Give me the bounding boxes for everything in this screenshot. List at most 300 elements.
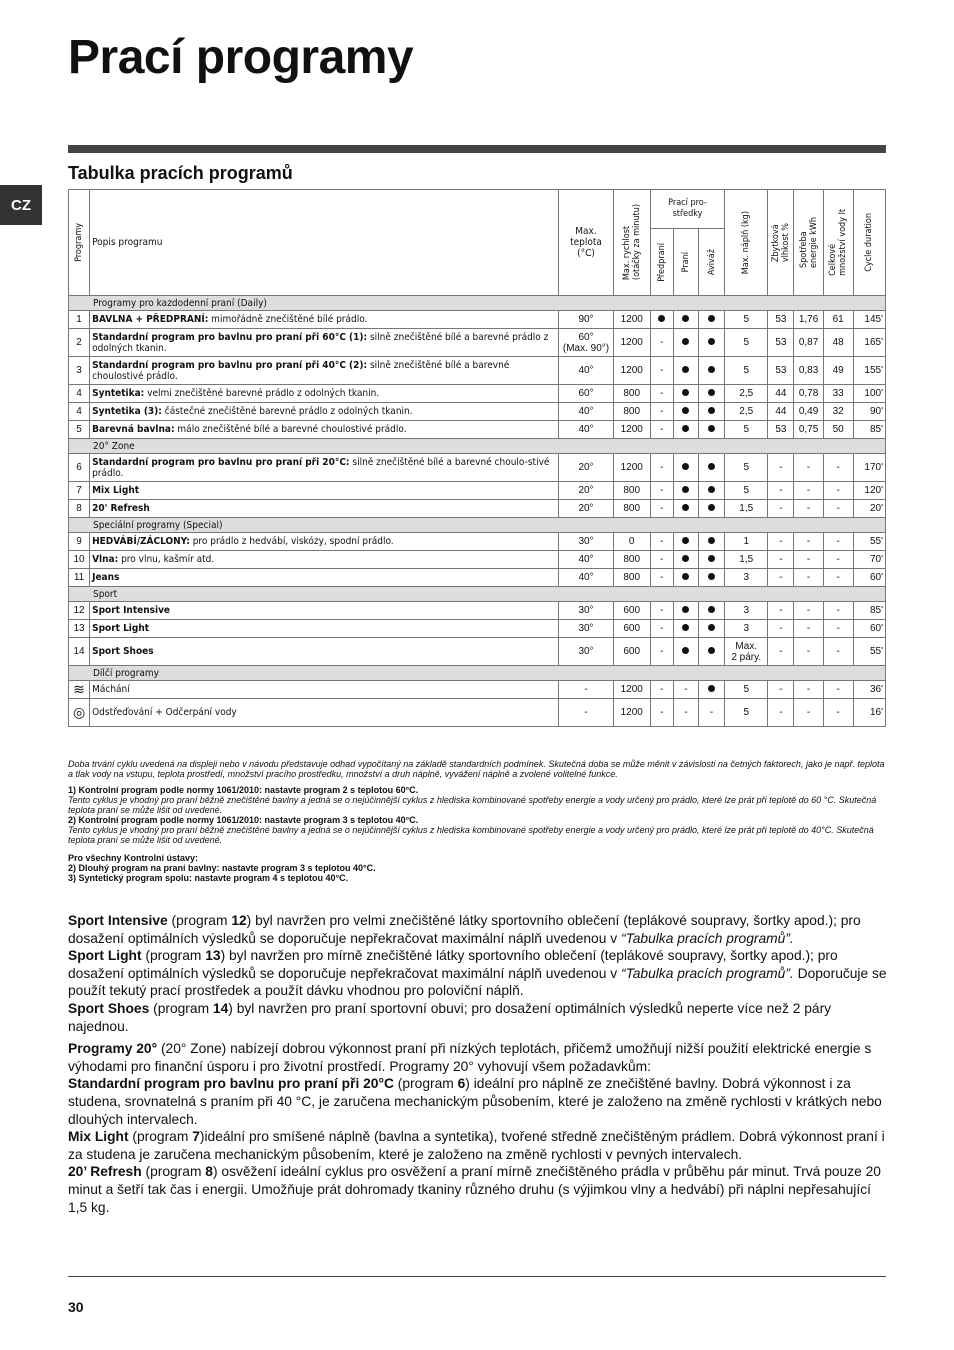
- prewash: -: [650, 602, 673, 620]
- energy: -: [794, 620, 823, 638]
- program-name: Syntetika:: [92, 388, 145, 399]
- program-number: [69, 699, 90, 727]
- max-load: 3: [725, 569, 768, 587]
- bullet-icon: [682, 463, 689, 470]
- header-softener: Aviváž: [699, 229, 725, 296]
- header-max-load: Max. náplň (kg): [725, 190, 768, 296]
- softener: [699, 569, 725, 587]
- header-max-temp: Max. teplota (°C): [559, 190, 613, 296]
- water: -: [823, 699, 853, 727]
- program-description: [90, 569, 559, 587]
- bullet-icon: [708, 315, 715, 322]
- wash: [673, 329, 698, 357]
- softener: [699, 357, 725, 385]
- bullet-icon: [708, 425, 715, 432]
- program-name: Jeans: [92, 572, 120, 583]
- program-number: 4: [69, 385, 90, 403]
- duration: 100': [853, 385, 885, 403]
- max-speed: 800: [613, 385, 650, 403]
- max-load: 5: [725, 482, 768, 500]
- footer-divider: [68, 1276, 886, 1277]
- page-title: Prací programy: [68, 31, 414, 84]
- softener: [699, 533, 725, 551]
- note-all-title: Pro všechny Kontrolní ústavy:: [68, 853, 199, 863]
- bullet-icon: [708, 573, 715, 580]
- max-temp: 40°: [559, 569, 613, 587]
- bullet-icon: [682, 389, 689, 396]
- prewash: -: [650, 482, 673, 500]
- max-load: 2,5: [725, 403, 768, 421]
- bullet-icon: [682, 537, 689, 544]
- program-detail: pro vlnu, kašmír atd.: [118, 554, 215, 565]
- max-temp: 30°: [559, 638, 613, 666]
- max-load: 2,5: [725, 385, 768, 403]
- program-name: Barevná bavlna:: [92, 424, 175, 435]
- table-row: [69, 454, 886, 482]
- wash: [673, 357, 698, 385]
- wash: [673, 403, 698, 421]
- program-description: [90, 620, 559, 638]
- max-load: Max. 2 páry.: [725, 638, 768, 666]
- bullet-icon: [682, 555, 689, 562]
- bullet-icon: [682, 486, 689, 493]
- table-row: [69, 500, 886, 518]
- section-header: [69, 439, 886, 454]
- prewash: -: [650, 454, 673, 482]
- header-prewash: Předpraní: [650, 229, 673, 296]
- max-temp: 20°: [559, 482, 613, 500]
- note-1-text: Tento cyklus je vhodný pro praní běžně znečištěné bavlny a jedná se o nejúčinnější cyklus z hlediska kombinované spotřeby energie a vody určený pro prádlo, které lze prát při teplotě do 60 °C. Skutečná teplota praní se může lišit od uvedené.: [68, 795, 877, 815]
- max-temp: 60° (Max. 90°): [559, 329, 613, 357]
- prewash: -: [650, 699, 673, 727]
- max-temp: 20°: [559, 454, 613, 482]
- program-detail: velmi znečištěné barevné prádlo z odolných tkanin.: [144, 388, 380, 399]
- energy: 0,87: [794, 329, 823, 357]
- program-name: Standardní program pro bavlnu pro praní při 60°C (1):: [92, 331, 368, 343]
- max-speed: 600: [613, 638, 650, 666]
- program-number: 6: [69, 454, 90, 482]
- softener: [699, 454, 725, 482]
- water: -: [823, 454, 853, 482]
- energy: 0,49: [794, 403, 823, 421]
- section-title: 20° Zone: [69, 439, 886, 454]
- program-detail: pro prádlo z hedvábí, viskózy, spodní prádlo.: [189, 536, 394, 547]
- softener: [699, 311, 725, 329]
- program-description: [90, 329, 559, 357]
- table-row: [69, 357, 886, 385]
- program-name: Standardní program pro bavlnu pro praní při 20°C:: [92, 456, 350, 468]
- energy: -: [794, 681, 823, 699]
- duration-note: Doba trvání cyklu uvedená na displeji nebo v návodu představuje odhad vypočítaný na základě standardních podmínek. Skutečná doba se může měnit v závislosti na četných faktorech, jako je např. teplota a tlak vody na vstupu, teplota prostředí, množství pracího prostředku, množství a druh náplně, vyvážení náplně a zvolené volitelné funkce.: [68, 759, 885, 779]
- energy: 0,78: [794, 385, 823, 403]
- max-speed: 600: [613, 602, 650, 620]
- duration: 165': [853, 329, 885, 357]
- max-load: 5: [725, 421, 768, 439]
- softener: [699, 551, 725, 569]
- table-row: [69, 421, 886, 439]
- softener: [699, 329, 725, 357]
- program-description: [90, 500, 559, 518]
- table-row: [69, 329, 886, 357]
- program-detail: Odstřeďování + Odčerpání vody: [92, 707, 237, 718]
- max-load: 1,5: [725, 551, 768, 569]
- section-title: Dílčí programy: [69, 666, 886, 681]
- header-wash: Praní: [673, 229, 698, 296]
- program-number: 2: [69, 329, 90, 357]
- bullet-icon: [708, 685, 715, 692]
- residual-moisture: -: [768, 482, 794, 500]
- section-header: [69, 296, 886, 311]
- max-temp: 40°: [559, 357, 613, 385]
- residual-moisture: -: [768, 533, 794, 551]
- program-name: Sport Light: [92, 623, 150, 634]
- program-number: 11: [69, 569, 90, 587]
- max-speed: 800: [613, 482, 650, 500]
- water: -: [823, 620, 853, 638]
- rinse-icon: ≋: [73, 681, 85, 697]
- max-speed: 800: [613, 569, 650, 587]
- program-name: HEDVÁBÍ/ZÁCLONY:: [92, 536, 190, 547]
- section-header: [69, 518, 886, 533]
- bullet-icon: [682, 606, 689, 613]
- program-description: [90, 602, 559, 620]
- prewash: -: [650, 385, 673, 403]
- duration: 55': [853, 533, 885, 551]
- residual-moisture: 53: [768, 357, 794, 385]
- max-speed: 800: [613, 403, 650, 421]
- program-name: Sport Intensive: [92, 605, 171, 616]
- paragraph-20-zone: Programy 20° (20° Zone) nabízejí dobrou výkonnost praní při nízkých teplotách, přičemž umožňují nižší použití elektrické energie s výhodami pro finanční úsporu i pro životní prostředí. Programy 20° vyhovují všem požadavkům: Standardní program pro bavlnu pro praní při 20°C (program 6) ideální pro náplně ze znečištěné bavlny. Dobrá výkonnost i za studena, srovnatelná s praním při 40 °C, je zaručena mechanickým působením, které je založeno na změně rychlosti v krátkých nebo dlouhých intervalech. Mix Light (program 7)ideální pro smíšené náplně (bavlna a syntetika), tvořené středně znečištěným prádlem. Dobrá výkonnost praní i za studena je zaručena mechanickým působením, které je založeno na změně rychlosti v pevných intervalech. 20’ Refresh (program 8) osvěžení ideální cyklus pro osvěžení a praní mírně znečištěného prádla v průběhu pár minut. Trvá pouze 20 minut a šetří tak čas i energii. Umožňuje prát dohromady tkaniny různého druhu (s výjimkou vlny a hedvábí) při náplni nepřesahující 1,5 kg.: [68, 1041, 885, 1215]
- program-name: BAVLNA + PŘEDPRANÍ:: [92, 314, 209, 325]
- max-temp: 30°: [559, 620, 613, 638]
- softener: [699, 638, 725, 666]
- bullet-icon: [708, 606, 715, 613]
- prewash: -: [650, 500, 673, 518]
- section-header: [69, 587, 886, 602]
- water: 61: [823, 311, 853, 329]
- note-1-title: 1) Kontrolní program podle normy 1061/2010: nastavte program 2 s teplotou 60°C.: [68, 785, 419, 795]
- table-row: [69, 551, 886, 569]
- max-load: 5: [725, 681, 768, 699]
- softener: [699, 482, 725, 500]
- bullet-icon: [682, 504, 689, 511]
- max-temp: -: [559, 699, 613, 727]
- max-load: 1: [725, 533, 768, 551]
- wash: [673, 551, 698, 569]
- softener: [699, 681, 725, 699]
- prewash: -: [650, 681, 673, 699]
- program-description: [90, 385, 559, 403]
- residual-moisture: 53: [768, 329, 794, 357]
- prewash: -: [650, 421, 673, 439]
- duration: 85': [853, 421, 885, 439]
- energy: 1,76: [794, 311, 823, 329]
- program-number: 7: [69, 482, 90, 500]
- wash: [673, 620, 698, 638]
- water: -: [823, 482, 853, 500]
- table-row: [69, 311, 886, 329]
- note-2-text: Tento cyklus je vhodný pro praní běžně znečištěné bavlny a jedná se o nejúčinnější cyklus z hlediska kombinované spotřeby energie a vody určený pro prádlo, které lze prát při teplotě do 40°C. Skutečná teplota praní se může lišit od uvedené.: [68, 825, 874, 845]
- program-number: 10: [69, 551, 90, 569]
- residual-moisture: 53: [768, 311, 794, 329]
- softener: [699, 602, 725, 620]
- duration: 90': [853, 403, 885, 421]
- spin-drain-icon: ◎: [72, 704, 86, 720]
- program-description: [90, 454, 559, 482]
- program-description: [90, 403, 559, 421]
- wash: [673, 569, 698, 587]
- max-temp: 60°: [559, 385, 613, 403]
- program-number: 4: [69, 403, 90, 421]
- bullet-icon: [682, 338, 689, 345]
- prewash: [650, 311, 673, 329]
- wash: [673, 311, 698, 329]
- duration: 16': [853, 699, 885, 727]
- program-description: [90, 533, 559, 551]
- wash: [673, 500, 698, 518]
- residual-moisture: -: [768, 500, 794, 518]
- bullet-icon: [708, 504, 715, 511]
- bullet-icon: [708, 407, 715, 414]
- program-detail: silně znečištěné bílé a barevné choulostivé prádlo.: [92, 359, 510, 382]
- bullet-icon: [708, 463, 715, 470]
- max-temp: 40°: [559, 551, 613, 569]
- prewash: -: [650, 403, 673, 421]
- program-detail: silně znečištěné bílé a barevné prádlo z odolných tkanin.: [92, 331, 549, 354]
- program-number: 5: [69, 421, 90, 439]
- wash: [673, 385, 698, 403]
- duration: 70': [853, 551, 885, 569]
- duration: 155': [853, 357, 885, 385]
- bullet-icon: [708, 537, 715, 544]
- wash: -: [673, 681, 698, 699]
- residual-moisture: -: [768, 551, 794, 569]
- program-detail: Máchání: [92, 684, 130, 695]
- max-load: 3: [725, 602, 768, 620]
- program-name: Standardní program pro bavlnu pro praní při 40°C (2):: [92, 359, 368, 371]
- max-speed: 1200: [613, 681, 650, 699]
- max-temp: 40°: [559, 421, 613, 439]
- softener: [699, 500, 725, 518]
- section-title: Speciální programy (Special): [69, 518, 886, 533]
- residual-moisture: -: [768, 620, 794, 638]
- program-description: [90, 681, 559, 699]
- bullet-icon: [708, 338, 715, 345]
- program-name: Sport Shoes: [92, 646, 154, 657]
- page-number: 30: [68, 1299, 84, 1315]
- table-row: [69, 681, 886, 699]
- max-temp: -: [559, 681, 613, 699]
- program-name: Vlna:: [92, 554, 119, 565]
- duration: 60': [853, 569, 885, 587]
- program-detail: málo znečištěné bílé a barevné choulostivé prádlo.: [174, 424, 407, 435]
- residual-moisture: 44: [768, 403, 794, 421]
- energy: -: [794, 533, 823, 551]
- bullet-icon: [708, 555, 715, 562]
- max-load: 5: [725, 329, 768, 357]
- max-speed: 1200: [613, 357, 650, 385]
- header-programs: Programy: [69, 190, 90, 296]
- table-row: [69, 482, 886, 500]
- water: -: [823, 602, 853, 620]
- duration: 170': [853, 454, 885, 482]
- energy: -: [794, 551, 823, 569]
- note-all-1: 2) Dlouhý program na praní bavlny: nastavte program 3 s teplotou 40°C.: [68, 863, 376, 873]
- max-speed: 1200: [613, 311, 650, 329]
- max-temp: 90°: [559, 311, 613, 329]
- max-speed: 1200: [613, 454, 650, 482]
- program-number: 12: [69, 602, 90, 620]
- energy: 0,83: [794, 357, 823, 385]
- water: -: [823, 638, 853, 666]
- max-load: 5: [725, 357, 768, 385]
- duration: 120': [853, 482, 885, 500]
- bullet-icon: [708, 366, 715, 373]
- table-row: [69, 620, 886, 638]
- max-temp: 30°: [559, 602, 613, 620]
- bullet-icon: [682, 366, 689, 373]
- max-temp: 20°: [559, 500, 613, 518]
- max-speed: 800: [613, 500, 650, 518]
- program-number: [69, 681, 90, 699]
- program-description: [90, 421, 559, 439]
- section-title: Sport: [69, 587, 886, 602]
- duration: 20': [853, 500, 885, 518]
- program-description: [90, 638, 559, 666]
- program-description: [90, 311, 559, 329]
- residual-moisture: -: [768, 681, 794, 699]
- header-water: Celkové množství vody lt: [823, 190, 853, 296]
- prewash: -: [650, 357, 673, 385]
- bullet-icon: [682, 573, 689, 580]
- program-detail: silně znečištěné bílé a barevné choulo-stivé prádlo.: [92, 456, 550, 479]
- duration: 60': [853, 620, 885, 638]
- table-row: [69, 385, 886, 403]
- table-row: [69, 602, 886, 620]
- water: 50: [823, 421, 853, 439]
- program-name: 20' Refresh: [92, 503, 150, 514]
- table-row: [69, 699, 886, 727]
- header-duration: Cycle duration: [853, 190, 885, 296]
- wash: [673, 421, 698, 439]
- note-all-2: 3) Syntetický program spolu: nastavte program 4 s teplotou 40°C.: [68, 873, 349, 883]
- energy: -: [794, 638, 823, 666]
- wash: [673, 533, 698, 551]
- table-title: Tabulka pracích programů: [68, 163, 293, 183]
- bullet-icon: [682, 407, 689, 414]
- residual-moisture: 53: [768, 421, 794, 439]
- softener: -: [699, 699, 725, 727]
- prewash: -: [650, 620, 673, 638]
- softener: [699, 403, 725, 421]
- max-speed: 1200: [613, 421, 650, 439]
- max-load: 5: [725, 454, 768, 482]
- table-row: [69, 569, 886, 587]
- max-load: 3: [725, 620, 768, 638]
- bullet-icon: [682, 647, 689, 654]
- prewash: -: [650, 569, 673, 587]
- header-description: Popis programu: [90, 190, 559, 296]
- prewash: -: [650, 551, 673, 569]
- max-speed: 1200: [613, 699, 650, 727]
- max-speed: 0: [613, 533, 650, 551]
- max-speed: 600: [613, 620, 650, 638]
- softener: [699, 385, 725, 403]
- residual-moisture: 44: [768, 385, 794, 403]
- max-load: 5: [725, 699, 768, 727]
- energy: -: [794, 482, 823, 500]
- water: -: [823, 569, 853, 587]
- max-temp: 30°: [559, 533, 613, 551]
- bullet-icon: [682, 315, 689, 322]
- water: -: [823, 681, 853, 699]
- program-description: [90, 357, 559, 385]
- softener: [699, 620, 725, 638]
- title-divider: [68, 145, 886, 153]
- max-load: 5: [725, 311, 768, 329]
- program-detail: částečné znečištěné barevné prádlo z odolných tkanin.: [161, 406, 413, 417]
- section-header: [69, 666, 886, 681]
- energy: -: [794, 500, 823, 518]
- prewash: -: [650, 329, 673, 357]
- water: -: [823, 500, 853, 518]
- prewash: -: [650, 638, 673, 666]
- wash: [673, 602, 698, 620]
- wash: [673, 638, 698, 666]
- paragraph-sport: Sport Intensive (program 12) byl navržen pro velmi znečištěné látky sportovního oblečení (teplákové soupravy, šortky apod.); pro dosažení optimálních výsledků se doporučuje nepřekračovat maximální náplň uvedenou v “Tabulka pracích programů”. Sport Light (program 13) byl navržen pro mírně znečištěné látky sportovního oblečení (teplákové soupravy, šortky apod.); pro dosažení optimálních výsledků se doporučuje nepřekračovat maximální náplň uvedenou v “Tabulka pracích programů”. Doporučuje se použít tekutý prací prostředek a použít dávku vhodnou pro poloviční náplň. Sport Shoes (program 14) byl navržen pro praní sportovní obuvi; pro dosažení optimálních výsledků neperte více než 2 páry najednou.: [68, 913, 887, 1034]
- duration: 55': [853, 638, 885, 666]
- header-residual-moisture: Zbytková vlhkost %: [768, 190, 794, 296]
- body-text: [68, 912, 888, 1221]
- table-row: [69, 533, 886, 551]
- bullet-icon: [658, 315, 665, 322]
- note-2-title: 2) Kontrolní program podle normy 1061/2010: nastavte program 3 s teplotou 40°C.: [68, 815, 419, 825]
- energy: -: [794, 454, 823, 482]
- wash: [673, 482, 698, 500]
- footnotes: [68, 759, 888, 883]
- program-description: [90, 699, 559, 727]
- program-number: 8: [69, 500, 90, 518]
- max-speed: 800: [613, 551, 650, 569]
- water: 32: [823, 403, 853, 421]
- program-number: 9: [69, 533, 90, 551]
- softener: [699, 421, 725, 439]
- duration: 36': [853, 681, 885, 699]
- duration: 145': [853, 311, 885, 329]
- program-name: Mix Light: [92, 485, 140, 496]
- program-number: 3: [69, 357, 90, 385]
- language-tab: CZ: [0, 185, 42, 225]
- header-energy: Spotřeba energie kWh: [794, 190, 823, 296]
- water: 49: [823, 357, 853, 385]
- program-number: 1: [69, 311, 90, 329]
- energy: -: [794, 602, 823, 620]
- residual-moisture: -: [768, 454, 794, 482]
- table-row: [69, 403, 886, 421]
- energy: -: [794, 699, 823, 727]
- programs-table: [68, 189, 886, 727]
- residual-moisture: -: [768, 699, 794, 727]
- table-row: [69, 638, 886, 666]
- residual-moisture: -: [768, 569, 794, 587]
- residual-moisture: -: [768, 638, 794, 666]
- max-load: 1,5: [725, 500, 768, 518]
- duration: 85': [853, 602, 885, 620]
- bullet-icon: [708, 647, 715, 654]
- header-max-speed: Max. rychlost (otáčky za minutu): [613, 190, 650, 296]
- water: 33: [823, 385, 853, 403]
- program-description: [90, 551, 559, 569]
